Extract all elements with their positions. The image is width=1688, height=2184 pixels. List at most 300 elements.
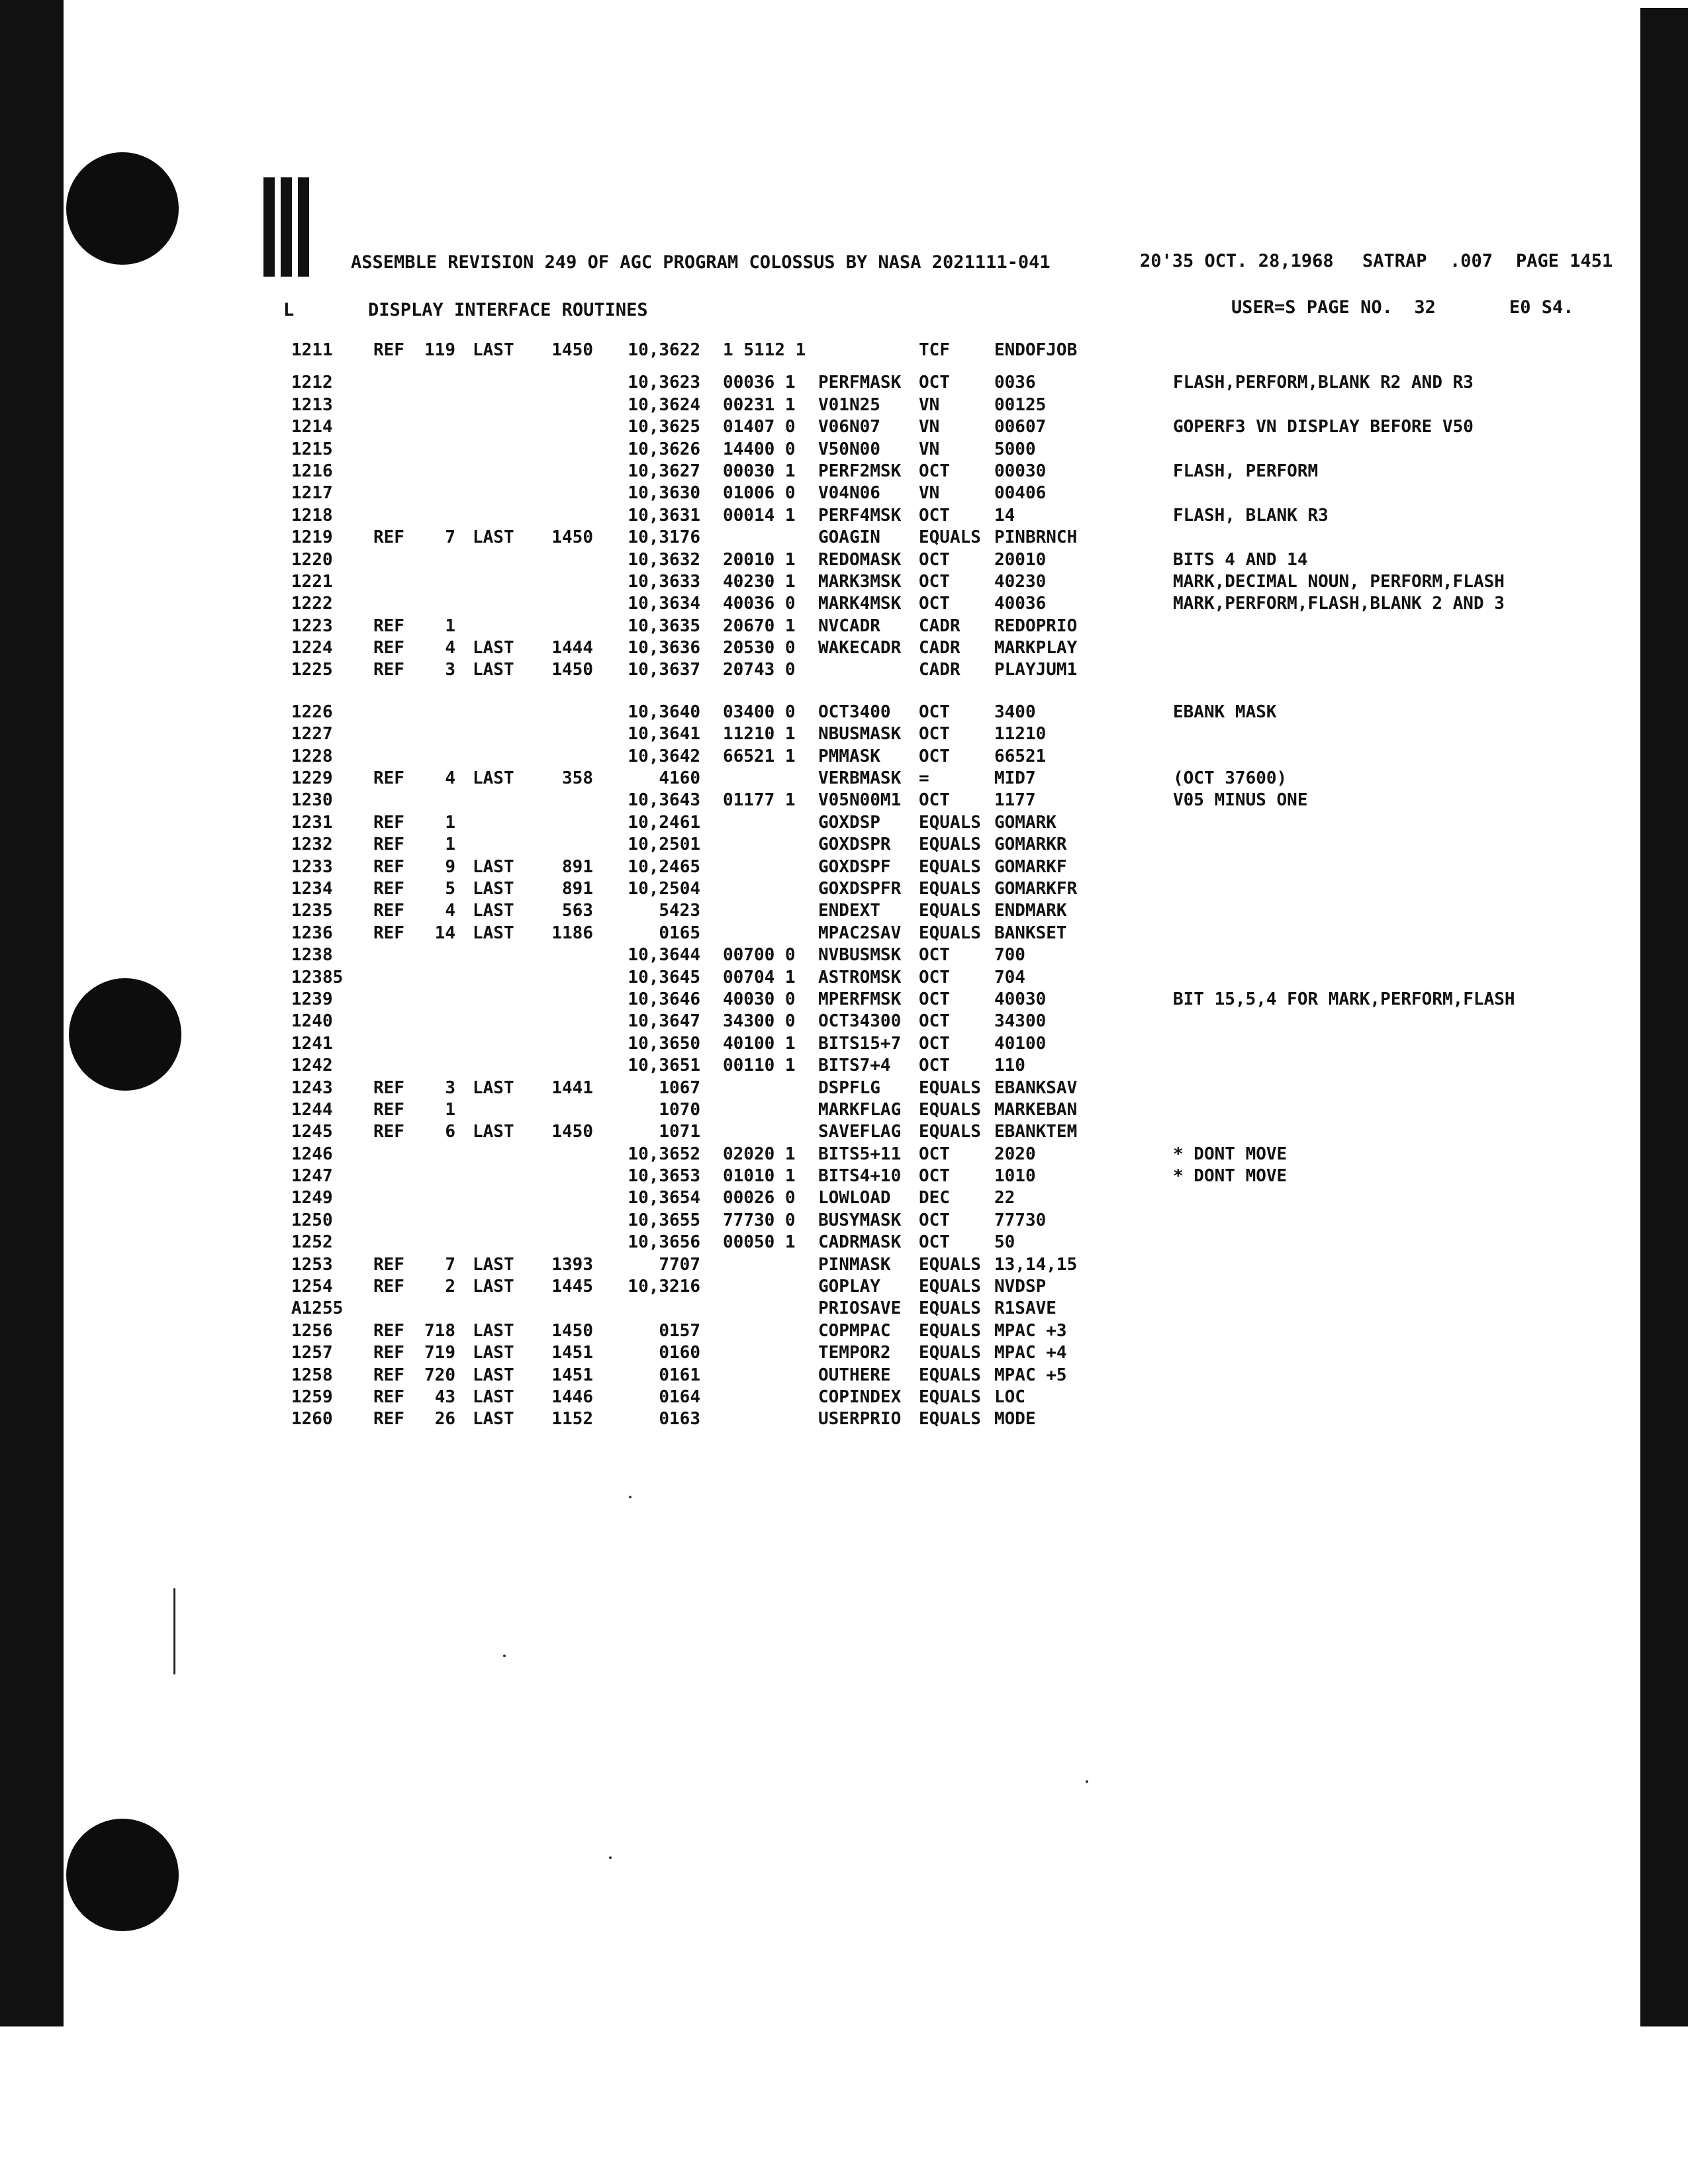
opcode: OCT [919, 1166, 950, 1187]
listing-row [291, 923, 1615, 945]
address: 10,3635 [628, 615, 700, 636]
comment: FLASH, PERFORM [1173, 461, 1319, 481]
ref-count: 1 [445, 1099, 455, 1120]
line-number: A1255 [291, 1298, 344, 1319]
ref-count: 119 [424, 340, 455, 360]
ref-tag: REF [373, 1320, 404, 1341]
listing-row [291, 879, 1615, 901]
comment: GOPERF3 VN DISPLAY BEFORE V50 [1173, 417, 1474, 437]
operand: LOC [994, 1387, 1025, 1407]
ref-tag: REF [373, 1122, 404, 1142]
last-tag: LAST [473, 1343, 514, 1363]
opcode: EQUALS [919, 1254, 981, 1275]
opcode: EQUALS [919, 1298, 981, 1319]
last-line: 1450 [551, 660, 593, 680]
listing-row [291, 594, 1615, 615]
last-line: 1445 [551, 1277, 593, 1297]
line-number: 1222 [291, 594, 333, 614]
octal-word: 00026 0 [723, 1188, 796, 1208]
comment: BITS 4 AND 14 [1173, 549, 1308, 570]
symbol-label: MARK4MSK [818, 594, 902, 614]
opcode: EQUALS [919, 856, 981, 877]
octal-word: 01010 1 [723, 1166, 796, 1187]
line-number: 1257 [291, 1343, 333, 1363]
comment: BIT 15,5,4 FOR MARK,PERFORM,FLASH [1173, 989, 1515, 1009]
last-line: 563 [562, 901, 593, 921]
line-number: 1243 [291, 1077, 333, 1098]
listing-row [291, 638, 1615, 660]
last-line: 1152 [551, 1409, 593, 1430]
symbol-label: BITS7+4 [818, 1056, 891, 1076]
line-number: 1246 [291, 1144, 333, 1164]
ref-tag: REF [373, 527, 404, 548]
listing-row [291, 1166, 1615, 1188]
ref-count: 719 [424, 1343, 455, 1363]
octal-word: 00014 1 [723, 505, 796, 525]
address: 10,3640 [628, 702, 700, 722]
comment: * DONT MOVE [1173, 1144, 1288, 1164]
symbol-label: TEMPOR2 [818, 1343, 891, 1363]
listing-row [291, 1210, 1615, 1232]
line-number: 1231 [291, 812, 333, 833]
last-tag: LAST [473, 1365, 514, 1385]
opcode: EQUALS [919, 1409, 981, 1430]
address: 5423 [659, 901, 700, 921]
listing-row [291, 550, 1615, 572]
opcode: OCT [919, 1232, 950, 1253]
last-line: 1446 [551, 1387, 593, 1407]
octal-word: 40100 1 [723, 1033, 796, 1054]
address: 10,3216 [628, 1277, 700, 1297]
ref-count: 1 [445, 812, 455, 833]
program-version: .007 [1450, 251, 1493, 271]
section-marker: L [283, 300, 295, 320]
line-number: 1235 [291, 901, 333, 921]
symbol-label: PRIOSAVE [818, 1298, 902, 1319]
symbol-label: MPAC2SAV [818, 923, 902, 943]
symbol-label: PMMASK [818, 746, 880, 766]
octal-word: 03400 0 [723, 702, 796, 722]
line-number: 1224 [291, 638, 333, 659]
operand: MARKPLAY [994, 638, 1078, 659]
octal-word: 00036 1 [723, 373, 796, 393]
opcode: OCT [919, 790, 950, 811]
octal-word: 34300 0 [723, 1011, 796, 1032]
address: 1067 [659, 1077, 700, 1098]
opcode: OCT [919, 989, 950, 1009]
line-number: 1254 [291, 1277, 333, 1297]
listing-row [291, 1034, 1615, 1056]
opcode: EQUALS [919, 901, 981, 921]
listing-row [291, 1365, 1615, 1387]
line-number: 1211 [291, 340, 333, 360]
octal-word: 02020 1 [723, 1144, 796, 1164]
operand: 40036 [994, 594, 1047, 614]
last-line: 1450 [551, 1320, 593, 1341]
octal-word: 01407 0 [723, 417, 796, 437]
last-tag: LAST [473, 878, 514, 899]
operand: 66521 [994, 746, 1047, 766]
ref-tag: REF [373, 856, 404, 877]
listing-row [291, 1321, 1615, 1343]
operand: MPAC +5 [994, 1365, 1067, 1385]
listing-row [291, 1100, 1615, 1122]
line-number: 1259 [291, 1387, 333, 1407]
opcode: VN [919, 417, 940, 437]
operand: 700 [994, 945, 1025, 966]
opcode: CADR [919, 615, 961, 636]
symbol-label: GOXDSPR [818, 835, 891, 855]
address: 0163 [659, 1409, 700, 1430]
opcode: OCT [919, 724, 950, 745]
comment: MARK,PERFORM,FLASH,BLANK 2 AND 3 [1173, 594, 1505, 614]
listing-row [291, 373, 1615, 394]
last-line: 1450 [551, 527, 593, 548]
operand: 00030 [994, 461, 1047, 481]
listing-row [291, 901, 1615, 923]
operand: 3400 [994, 702, 1036, 722]
symbol-label: GOXDSPFR [818, 878, 902, 899]
operand: 11210 [994, 724, 1047, 745]
ref-count: 26 [434, 1409, 455, 1430]
listing-row [291, 461, 1615, 483]
address: 1070 [659, 1099, 700, 1120]
opcode: TCF [919, 340, 950, 360]
address: 10,3633 [628, 571, 700, 592]
operand: 0036 [994, 373, 1036, 393]
address: 10,3647 [628, 1011, 700, 1032]
operand: 1010 [994, 1166, 1036, 1187]
line-number: 1240 [291, 1011, 333, 1032]
opcode: CADR [919, 660, 961, 680]
symbol-label: SAVEFLAG [818, 1122, 902, 1142]
address: 1071 [659, 1122, 700, 1142]
opcode: EQUALS [919, 1343, 981, 1363]
opcode: EQUALS [919, 835, 981, 855]
line-number: 1245 [291, 1122, 333, 1142]
operand: MPAC +3 [994, 1320, 1067, 1341]
address: 10,3625 [628, 417, 700, 437]
address: 10,3632 [628, 549, 700, 570]
last-line: 1451 [551, 1343, 593, 1363]
ref-count: 7 [445, 1254, 455, 1275]
symbol-label: REDOMASK [818, 549, 902, 570]
section-title: DISPLAY INTERFACE ROUTINES [368, 300, 648, 320]
listing-row [291, 1011, 1615, 1033]
address: 10,3634 [628, 594, 700, 614]
last-tag: LAST [473, 1387, 514, 1407]
last-tag: LAST [473, 901, 514, 921]
line-number: 1216 [291, 461, 333, 481]
page-number: PAGE 1451 [1516, 251, 1613, 271]
opcode: EQUALS [919, 1077, 981, 1098]
last-line: 358 [562, 768, 593, 789]
last-tag: LAST [473, 1409, 514, 1430]
operand: 00607 [994, 417, 1047, 437]
users-page-number: USER=S PAGE NO. 32 [1231, 297, 1436, 318]
octal-word: 40036 0 [723, 594, 796, 614]
listing-row [291, 1188, 1615, 1210]
opcode: EQUALS [919, 1365, 981, 1385]
listing-row [291, 1387, 1615, 1409]
ref-count: 9 [445, 856, 455, 877]
line-number: 1244 [291, 1099, 333, 1120]
line-number: 1232 [291, 835, 333, 855]
opcode: EQUALS [919, 1387, 981, 1407]
last-tag: LAST [473, 768, 514, 789]
symbol-label: V01N25 [818, 394, 880, 415]
address: 10,3655 [628, 1210, 700, 1230]
opcode: CADR [919, 638, 961, 659]
address: 10,3622 [628, 340, 700, 360]
listing-row [291, 660, 1615, 682]
last-line: 1450 [551, 1122, 593, 1142]
address: 10,3642 [628, 746, 700, 766]
octal-word: 11210 1 [723, 724, 796, 745]
symbol-label: BITS15+7 [818, 1033, 902, 1054]
address: 10,3176 [628, 527, 700, 548]
symbol-label: PERFMASK [818, 373, 902, 393]
operand: ENDOFJOB [994, 340, 1078, 360]
operand: 22 [994, 1188, 1015, 1208]
octal-word: 00050 1 [723, 1232, 796, 1253]
opcode: = [919, 768, 929, 789]
ref-count: 7 [445, 527, 455, 548]
symbol-label: OCT34300 [818, 1011, 902, 1032]
opcode: DEC [919, 1188, 950, 1208]
symbol-label: PERF2MSK [818, 461, 902, 481]
operand: GOMARKR [994, 835, 1067, 855]
operand: 5000 [994, 439, 1036, 459]
address: 10,3626 [628, 439, 700, 459]
address: 10,3653 [628, 1166, 700, 1187]
last-tag: LAST [473, 1320, 514, 1341]
operand: 40230 [994, 571, 1047, 592]
line-number: 1230 [291, 790, 333, 811]
symbol-label: GOXDSPF [818, 856, 891, 877]
ref-count: 5 [445, 878, 455, 899]
symbol-label: BUSYMASK [818, 1210, 902, 1230]
address: 0161 [659, 1365, 700, 1385]
operand: 1177 [994, 790, 1036, 811]
opcode: OCT [919, 746, 950, 766]
comment: (OCT 37600) [1173, 768, 1288, 789]
ref-count: 14 [434, 923, 455, 943]
opcode: OCT [919, 702, 950, 722]
line-number: 1228 [291, 746, 333, 766]
last-tag: LAST [473, 856, 514, 877]
address: 10,3641 [628, 724, 700, 745]
octal-word: 20530 0 [723, 638, 796, 659]
listing-row [291, 790, 1615, 812]
symbol-label: MARKFLAG [818, 1099, 902, 1120]
scan-border-left [0, 0, 64, 2026]
operand: MID7 [994, 768, 1036, 789]
listing-row [291, 395, 1615, 417]
symbol-label: GOPLAY [818, 1277, 880, 1297]
listing-row [291, 724, 1615, 746]
line-number: 1221 [291, 571, 333, 592]
symbol-label: NVCADR [818, 615, 880, 636]
line-number: 1225 [291, 660, 333, 680]
symbol-label: OCT3400 [818, 702, 891, 722]
ref-count: 2 [445, 1277, 455, 1297]
operand: R1SAVE [994, 1298, 1056, 1319]
line-number: 1260 [291, 1409, 333, 1430]
line-number: 12385 [291, 967, 344, 987]
listing-row [291, 989, 1615, 1011]
listing-row [291, 1298, 1615, 1320]
ref-count: 720 [424, 1365, 455, 1385]
opcode: OCT [919, 1033, 950, 1054]
operand: 704 [994, 967, 1025, 987]
line-number: 1218 [291, 505, 333, 525]
comment: V05 MINUS ONE [1173, 790, 1308, 811]
symbol-label: BITS5+11 [818, 1144, 902, 1164]
line-number: 1233 [291, 856, 333, 877]
operand: EBANKSAV [994, 1077, 1078, 1098]
octal-word: 14400 0 [723, 439, 796, 459]
comment: * DONT MOVE [1173, 1166, 1288, 1187]
listing-row [291, 1122, 1615, 1144]
opcode: VN [919, 439, 940, 459]
opcode: OCT [919, 1011, 950, 1032]
address: 10,3646 [628, 989, 700, 1009]
ref-count: 1 [445, 615, 455, 636]
octal-word: 1 5112 1 [723, 340, 806, 360]
symbol-label: ASTROMSK [818, 967, 902, 987]
ref-tag: REF [373, 812, 404, 833]
symbol-label: MPERFMSK [818, 989, 902, 1009]
punch-hole-bottom [66, 1819, 179, 1931]
address: 10,3637 [628, 660, 700, 680]
line-number: 1253 [291, 1254, 333, 1275]
listing-row [291, 439, 1615, 461]
symbol-label: V50N00 [818, 439, 880, 459]
listing-row [291, 572, 1615, 594]
line-number: 1242 [291, 1056, 333, 1076]
line-number: 1223 [291, 615, 333, 636]
operand: GOMARKFR [994, 878, 1078, 899]
ref-count: 1 [445, 835, 455, 855]
line-number: 1219 [291, 527, 333, 548]
listing-row [291, 1255, 1615, 1277]
ref-tag: REF [373, 1409, 404, 1430]
address: 4160 [659, 768, 700, 789]
octal-word: 00030 1 [723, 461, 796, 481]
last-line: 1450 [551, 340, 593, 360]
ref-tag: REF [373, 638, 404, 659]
address: 10,3636 [628, 638, 700, 659]
symbol-label: CADRMASK [818, 1232, 902, 1253]
opcode: EQUALS [919, 923, 981, 943]
operand: 40030 [994, 989, 1047, 1009]
opcode: OCT [919, 1056, 950, 1076]
opcode: EQUALS [919, 878, 981, 899]
line-number: 1220 [291, 549, 333, 570]
ref-tag: REF [373, 878, 404, 899]
operand: MARKEBAN [994, 1099, 1078, 1120]
octal-word: 40230 1 [723, 571, 796, 592]
last-line: 1393 [551, 1254, 593, 1275]
line-number: 1250 [291, 1210, 333, 1230]
octal-word: 40030 0 [723, 989, 796, 1009]
ref-tag: REF [373, 1365, 404, 1385]
last-tag: LAST [473, 923, 514, 943]
operand: PLAYJUM1 [994, 660, 1078, 680]
opcode: OCT [919, 373, 950, 393]
address: 10,3652 [628, 1144, 700, 1164]
opcode: EQUALS [919, 1099, 981, 1120]
address: 10,3650 [628, 1033, 700, 1054]
listing-row [291, 747, 1615, 768]
listing-row [291, 506, 1615, 527]
ref-tag: REF [373, 1277, 404, 1297]
ref-tag: REF [373, 1077, 404, 1098]
address: 10,3656 [628, 1232, 700, 1253]
address: 0165 [659, 923, 700, 943]
line-number: 1229 [291, 768, 333, 789]
line-number: 1241 [291, 1033, 333, 1054]
ref-tag: REF [373, 660, 404, 680]
address: 0164 [659, 1387, 700, 1407]
address: 10,2501 [628, 835, 700, 855]
operand: REDOPRIO [994, 615, 1078, 636]
ref-tag: REF [373, 768, 404, 789]
line-number: 1252 [291, 1232, 333, 1253]
line-number: 1226 [291, 702, 333, 722]
address: 10,3643 [628, 790, 700, 811]
opcode: VN [919, 483, 940, 504]
operand: 13,14,15 [994, 1254, 1078, 1275]
listing-title: ASSEMBLE REVISION 249 OF AGC PROGRAM COLOSSUS BY NASA 2021111-041 [351, 252, 1051, 273]
line-number: 1214 [291, 417, 333, 437]
octal-word: 00110 1 [723, 1056, 796, 1076]
ref-count: 3 [445, 1077, 455, 1098]
opcode: EQUALS [919, 1122, 981, 1142]
last-tag: LAST [473, 638, 514, 659]
ref-count: 4 [445, 638, 455, 659]
last-line: 1444 [551, 638, 593, 659]
line-number: 1215 [291, 439, 333, 459]
listing-row [291, 1232, 1615, 1254]
line-number: 1212 [291, 373, 333, 393]
address: 10,3654 [628, 1188, 700, 1208]
scan-speck [1086, 1780, 1088, 1783]
ref-count: 6 [445, 1122, 455, 1142]
last-tag: LAST [473, 1254, 514, 1275]
printer-registration-bars [263, 177, 323, 277]
last-tag: LAST [473, 527, 514, 548]
operand: GOMARKF [994, 856, 1067, 877]
program-name: SATRAP [1362, 251, 1427, 271]
listing-row [291, 968, 1615, 989]
listing-row [291, 1056, 1615, 1077]
opcode: EQUALS [919, 1320, 981, 1341]
address: 10,2465 [628, 856, 700, 877]
listing-row [291, 813, 1615, 835]
octal-word: 77730 0 [723, 1210, 796, 1230]
listing-row [291, 527, 1615, 549]
symbol-label: COPMPAC [818, 1320, 891, 1341]
symbol-label: LOWLOAD [818, 1188, 891, 1208]
octal-word: 00700 0 [723, 945, 796, 966]
last-line: 891 [562, 878, 593, 899]
listing-row [291, 1078, 1615, 1100]
symbol-label: V04N06 [818, 483, 880, 504]
listing-row [291, 340, 1615, 362]
ref-tag: REF [373, 923, 404, 943]
